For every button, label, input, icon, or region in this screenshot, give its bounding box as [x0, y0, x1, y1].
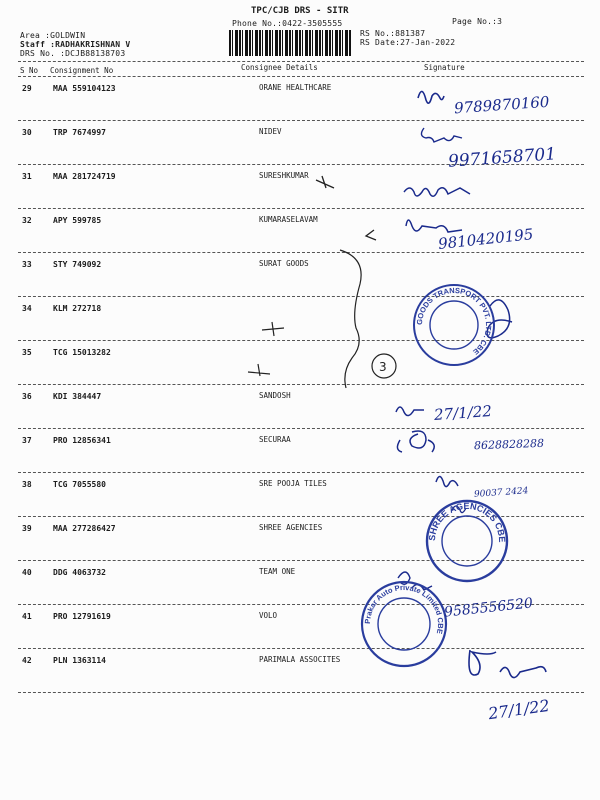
- row-sno: 39: [22, 524, 32, 533]
- header-divider: [18, 61, 584, 62]
- row-consignment-no: TCG 15013282: [53, 348, 111, 357]
- row-sno: 29: [22, 84, 32, 93]
- col-consignee: Consignee Details: [241, 63, 318, 72]
- handwritten-signature-note: 9971658701: [447, 144, 557, 172]
- row-divider: [18, 692, 584, 693]
- col-sno: S No: [20, 66, 39, 75]
- row-consignee: SURESHKUMAR: [259, 171, 309, 180]
- col-signature: Signature: [424, 63, 465, 72]
- row-consignment-no: KDI 384447: [53, 392, 102, 401]
- handwritten-signature-note: 9810420195: [437, 225, 535, 253]
- row-consignment-no: KLM 272718: [53, 304, 102, 313]
- row-consignee: SANDOSH: [259, 391, 291, 400]
- phone-number: Phone No.:0422-3505555: [232, 19, 343, 28]
- barcode: [229, 30, 351, 56]
- drs-title: TPC/CJB DRS - SITR: [251, 6, 349, 16]
- table-row: [18, 342, 584, 386]
- row-sno: 41: [22, 612, 32, 621]
- drs-number: DRS No. :DCJB88138703: [20, 49, 126, 58]
- handwritten-signature-note: 8628828288: [473, 436, 545, 453]
- transport-stamp-text: GOODS TRANSPORT PVT. LTD. CBE: [414, 285, 494, 357]
- row-consignee: ORANE HEALTHCARE: [259, 83, 332, 92]
- row-sno: 37: [22, 436, 32, 445]
- row-consignee: NIDEV: [259, 127, 282, 136]
- row-sno: 42: [22, 656, 32, 665]
- table-row: [18, 386, 584, 430]
- row-sno: 40: [22, 568, 32, 577]
- row-consignment-no: PRO 12791619: [53, 612, 111, 621]
- handwritten-signature-note: 9789870160: [453, 92, 550, 118]
- row-consignment-no: MAA 559104123: [53, 84, 116, 93]
- row-consignee: KUMARASELAVAM: [259, 215, 318, 224]
- prakar-stamp-text: Prakar Auto Private Limited CBE: [362, 582, 446, 635]
- row-sno: 35: [22, 348, 32, 357]
- row-sno: 32: [22, 216, 32, 225]
- row-sno: 38: [22, 480, 32, 489]
- row-sno: 33: [22, 260, 32, 269]
- row-consignee: PARIMALA ASSOCITES: [259, 655, 341, 664]
- table-row: [18, 650, 584, 694]
- area-label: Area :GOLDWIN: [20, 31, 86, 40]
- table-row: [18, 518, 584, 562]
- svg-text:3: 3: [379, 360, 387, 374]
- rs-date: RS Date:27-Jan-2022: [360, 38, 456, 47]
- handwritten-signature-note: 27/1/22: [433, 402, 493, 424]
- table-row: [18, 254, 584, 298]
- row-divider: [18, 384, 584, 385]
- table-row: [18, 430, 584, 474]
- handwritten-signature-note: 9585556520: [443, 595, 534, 621]
- row-consignment-no: PRO 12856341: [53, 436, 111, 445]
- staff-label: Staff :RADHAKRISHNAN V: [20, 40, 131, 49]
- row-consignee: SECURAA: [259, 435, 291, 444]
- row-divider: [18, 296, 584, 297]
- row-divider: [18, 252, 584, 253]
- row-divider: [18, 648, 584, 649]
- row-divider: [18, 208, 584, 209]
- handwritten-signature-note: 90037 2424: [473, 486, 529, 500]
- row-sno: 34: [22, 304, 32, 313]
- col-consignment: Consignment No: [50, 66, 114, 75]
- handwritten-signature-note: 27/1/22: [486, 695, 551, 724]
- row-sno: 31: [22, 172, 32, 181]
- row-consignee: VOLO: [259, 611, 278, 620]
- row-consignment-no: STY 749092: [53, 260, 102, 269]
- shree-stamp-text: SHREE AGENCIES CBE: [426, 500, 508, 543]
- colhead-divider: [18, 76, 584, 77]
- row-consignment-no: TCG 7055580: [53, 480, 106, 489]
- row-consignee: TEAM ONE: [259, 567, 296, 576]
- row-divider: [18, 472, 584, 473]
- row-divider: [18, 120, 584, 121]
- row-consignee: SHREE AGENCIES: [259, 523, 323, 532]
- row-divider: [18, 340, 584, 341]
- rs-number: RS No.:881387: [360, 29, 426, 38]
- row-consignment-no: APY 599785: [53, 216, 102, 225]
- row-consignment-no: MAA 277286427: [53, 524, 116, 533]
- row-divider: [18, 516, 584, 517]
- table-row: [18, 298, 584, 342]
- row-consignee: SRE POOJA TILES: [259, 479, 327, 488]
- row-consignment-no: PLN 1363114: [53, 656, 106, 665]
- row-consignment-no: TRP 7674997: [53, 128, 106, 137]
- row-sno: 30: [22, 128, 32, 137]
- row-consignment-no: DDG 4063732: [53, 568, 106, 577]
- row-sno: 36: [22, 392, 32, 401]
- row-consignment-no: MAA 281724719: [53, 172, 116, 181]
- row-consignee: SURAT GOODS: [259, 259, 309, 268]
- table-row: [18, 166, 584, 210]
- page-number: Page No.:3: [452, 17, 503, 26]
- row-divider: [18, 428, 584, 429]
- row-divider: [18, 560, 584, 561]
